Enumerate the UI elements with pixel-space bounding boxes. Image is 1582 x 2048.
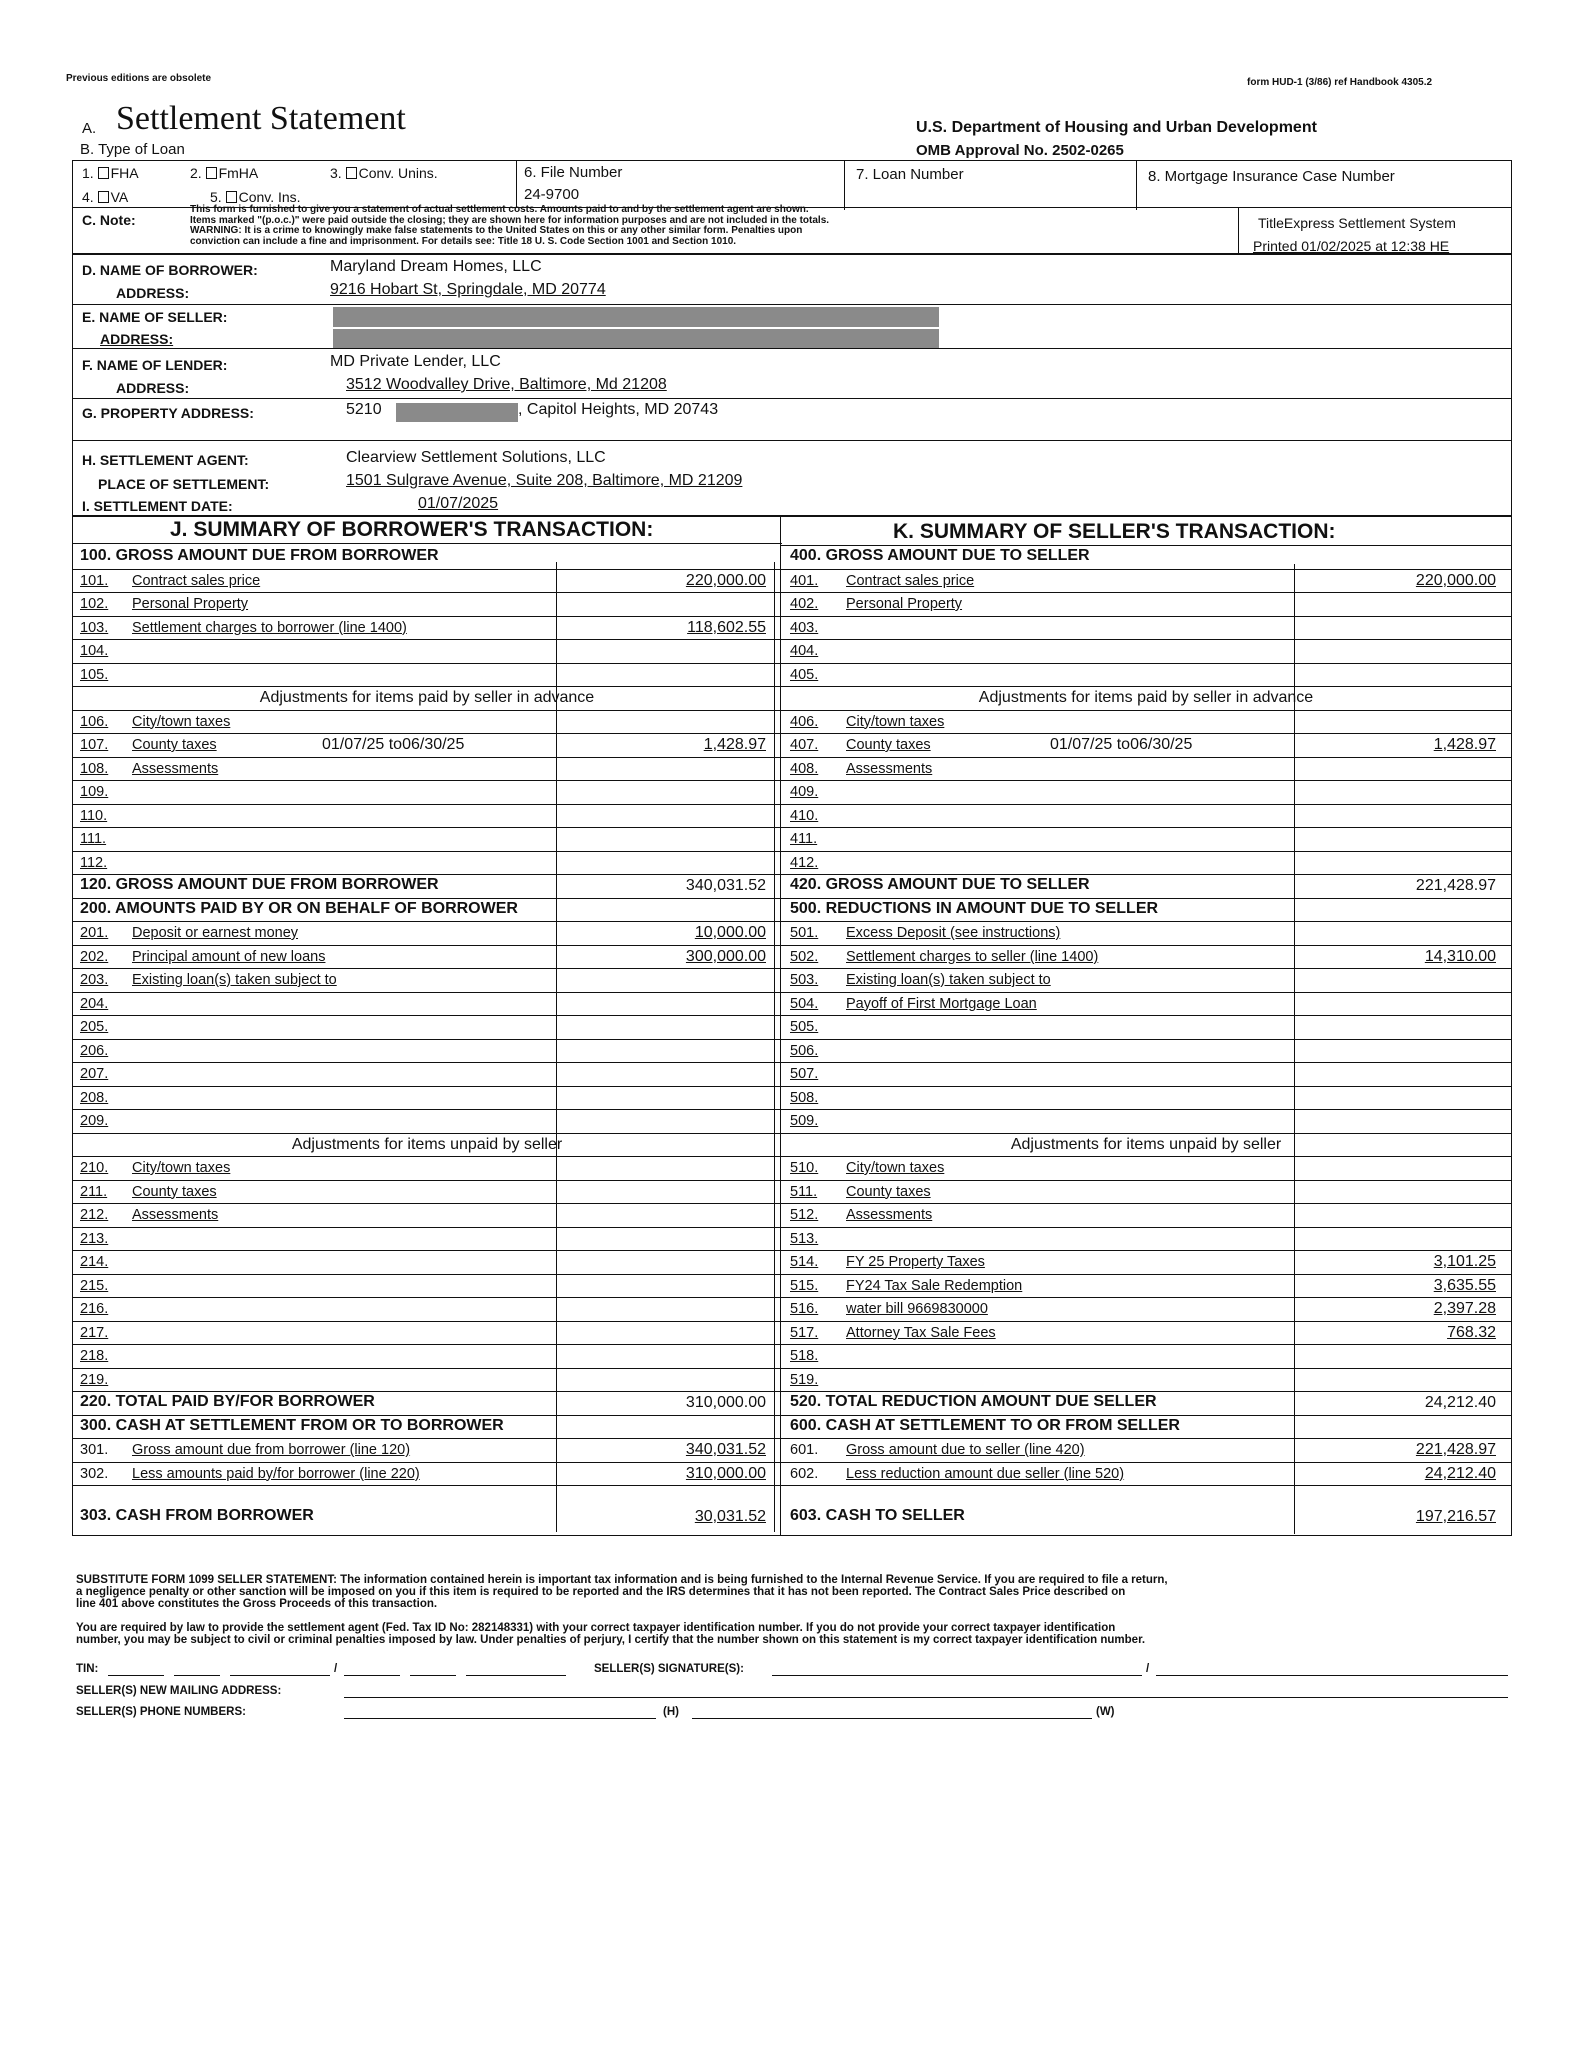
line-number: 105. [80, 666, 109, 683]
line-item-amount: 10,000.00 [694, 924, 766, 941]
line-number: 512. [790, 1207, 819, 1223]
line-number: 504. [790, 995, 819, 1012]
line-number: 202. [80, 948, 109, 965]
line-item-amount: 118,602.55 [687, 618, 766, 636]
line-number: 104. [80, 643, 109, 659]
loan-type-va[interactable]: 4. VA [82, 189, 129, 205]
tin-field-6[interactable] [466, 1675, 566, 1676]
line-number: 216. [80, 1301, 109, 1317]
cash-final-amount: 197,216.57 [1415, 1508, 1496, 1525]
line-number: 510. [790, 1160, 819, 1176]
conv-ins-checkbox[interactable] [226, 191, 237, 203]
adjustments-paid-in-advance: Adjustments for items paid by seller in advance [259, 689, 595, 706]
redacted-property-street [396, 403, 518, 422]
line-number: 111. [80, 831, 107, 847]
loan-type-conv-unins[interactable]: 3. Conv. Unins. [330, 165, 438, 181]
line-item-label: County taxes [132, 1183, 217, 1200]
borrower-summary-title: J. SUMMARY OF BORROWER'S TRANSACTION: [170, 518, 654, 541]
line-number: 503. [790, 972, 819, 988]
gross-amount-total-heading: 420. GROSS AMOUNT DUE TO SELLER [790, 876, 1090, 893]
line-item-amount: 2,397.28 [1433, 1300, 1496, 1317]
line-item-label: Personal Property [846, 596, 963, 612]
line-number: 217. [80, 1324, 109, 1341]
line-number: 214. [80, 1254, 109, 1270]
line-number: 601. [790, 1442, 819, 1458]
line-item-amount: 768.32 [1447, 1323, 1496, 1341]
line-item-label: Less amounts paid by/for borrower (line 220) [132, 1465, 420, 1482]
line-number: 505. [790, 1019, 819, 1035]
settlement-agent-label: H. SETTLEMENT AGENT: [82, 452, 249, 468]
gross-amount-total-amount: 221,428.97 [1415, 877, 1496, 894]
line-item-label: Existing loan(s) taken subject to [846, 972, 1051, 988]
line-item-label: Gross amount due to seller (line 420) [846, 1442, 1085, 1458]
line-number: 213. [80, 1230, 109, 1247]
line-number: 405. [790, 666, 819, 683]
printed-timestamp: Printed 01/02/2025 at 12:38 HE [1253, 238, 1450, 254]
line-number: 112. [80, 854, 108, 871]
cash-final-amount: 30,031.52 [694, 1508, 766, 1525]
line-number: 206. [80, 1042, 109, 1059]
place-of-settlement-label: PLACE OF SETTLEMENT: [98, 476, 270, 492]
proration-period: 01/07/25 to06/30/25 [322, 736, 465, 753]
file-number-value: 24-9700 [524, 186, 580, 203]
line-number: 203. [80, 972, 109, 988]
line-number: 109. [80, 784, 109, 800]
line-item-amount: 221,428.97 [1415, 1441, 1496, 1458]
line-number: 411. [790, 831, 818, 847]
total-paid-heading: 220. TOTAL PAID BY/FOR BORROWER [80, 1393, 375, 1410]
settlement-agent: Clearview Settlement Solutions, LLC [346, 449, 606, 466]
total-paid-heading: 520. TOTAL REDUCTION AMOUNT DUE SELLER [790, 1393, 1157, 1410]
line-number: 201. [80, 925, 109, 941]
loan-type-fmha[interactable]: 2. FmHA [190, 165, 259, 181]
gross-amount-due-heading: 100. GROSS AMOUNT DUE FROM BORROWER [80, 547, 439, 564]
adjustments-paid-in-advance: Adjustments for items paid by seller in advance [978, 689, 1314, 706]
form-reference: form HUD-1 (3/86) ref Handbook 4305.2 [1247, 77, 1433, 88]
line-number: 402. [790, 596, 819, 612]
seller-signature-field-2[interactable] [1156, 1675, 1508, 1676]
lender-address-label: ADDRESS: [116, 380, 190, 396]
line-number: 205. [80, 1019, 109, 1035]
line-item-amount: 24,212.40 [1424, 1464, 1496, 1482]
seller-address-label: ADDRESS: [100, 331, 174, 347]
line-number: 403. [790, 619, 819, 636]
line-number: 210. [80, 1160, 109, 1176]
line-number: 404. [790, 643, 819, 659]
line-number: 409. [790, 784, 819, 800]
line-number: 302. [80, 1465, 109, 1482]
tin-label: TIN: [76, 1663, 99, 1675]
line-item-label: Contract sales price [846, 572, 975, 589]
line-number: 212. [80, 1207, 109, 1223]
line-number: 501. [790, 925, 819, 941]
seller-signature-field-1[interactable] [772, 1675, 1142, 1676]
line-item-label: Assessments [846, 1207, 933, 1223]
line-item-label: Gross amount due from borrower (line 120) [132, 1442, 411, 1458]
line-number: 219. [80, 1371, 109, 1388]
new-mailing-address-field[interactable] [344, 1697, 1508, 1698]
line-item-amount: 14,310.00 [1424, 947, 1496, 965]
mortgage-case-label: 8. Mortgage Insurance Case Number [1148, 168, 1395, 185]
fha-checkbox[interactable] [98, 167, 109, 179]
line-item-label: Assessments [132, 1207, 219, 1223]
line-item-label: Assessments [132, 760, 219, 777]
line-item-label: Deposit or earnest money [132, 925, 299, 941]
phone-field-1[interactable] [344, 1718, 656, 1719]
place-of-settlement: 1501 Sulgrave Avenue, Suite 208, Baltimore, MD 21209 [346, 472, 743, 489]
line-item-amount: 220,000.00 [685, 571, 766, 589]
amounts-paid-section-heading: 500. REDUCTIONS IN AMOUNT DUE TO SELLER [790, 899, 1159, 917]
fmha-checkbox[interactable] [206, 167, 217, 179]
line-item-amount: 1,428.97 [1433, 736, 1496, 753]
cash-at-settlement-heading: 300. CASH AT SETTLEMENT FROM OR TO BORROWER [80, 1416, 504, 1434]
new-mailing-address-label: SELLER(S) NEW MAILING ADDRESS: [76, 1685, 282, 1697]
line-number: 507. [790, 1066, 819, 1082]
line-number: 412. [790, 854, 819, 871]
line-item-label: Less reduction amount due seller (line 520) [846, 1465, 1125, 1482]
line-number: 218. [80, 1348, 109, 1364]
phone-numbers-label: SELLER(S) PHONE NUMBERS: [76, 1706, 246, 1718]
line-number: 516. [790, 1301, 819, 1317]
line-number: 106. [80, 713, 109, 730]
property-number: 5210 [346, 401, 382, 418]
line-number: 103. [80, 619, 109, 636]
line-item-label: County taxes [846, 1183, 931, 1200]
conv-unins-checkbox[interactable] [346, 167, 357, 179]
line-number: 519. [790, 1371, 819, 1388]
line-item-amount: 220,000.00 [1415, 571, 1496, 589]
borrower-address-label: ADDRESS: [116, 285, 190, 301]
line-number: 602. [790, 1465, 819, 1482]
line-item-label: Settlement charges to seller (line 1400) [846, 948, 1099, 965]
tin-field-5[interactable] [410, 1675, 456, 1676]
line-item-label: Contract sales price [132, 572, 261, 589]
line-item-label: City/town taxes [132, 1160, 231, 1176]
line-number: 509. [790, 1113, 819, 1129]
note-label: C. Note: [82, 212, 136, 228]
seller-name-label: E. NAME OF SELLER: [82, 309, 228, 325]
line-number: 508. [790, 1089, 819, 1106]
line-number: 518. [790, 1348, 819, 1364]
line-number: 511. [790, 1183, 818, 1200]
line-number: 506. [790, 1042, 819, 1059]
settlement-date-label: I. SETTLEMENT DATE: [82, 498, 233, 514]
property-address-label: G. PROPERTY ADDRESS: [82, 405, 254, 421]
line-item-label: Payoff of First Mortgage Loan [846, 995, 1037, 1012]
substitute-1099-statement: SUBSTITUTE FORM 1099 SELLER STATEMENT: The information contained herein is important tax information and is being furnished to the Internal Revenue Service. If you are required to file a return, a negligence penalty or other sanction will be imposed on you if this item is required to be reported and the IRS determines that it has not been reported. The Contract Sales Price described on line 401 above constitutes the Gross Proceeds of this transaction. [76, 1574, 1168, 1610]
line-item-label: Assessments [846, 760, 933, 777]
home-phone-label: (H) [663, 1706, 679, 1718]
line-number: 514. [790, 1254, 819, 1270]
line-number: 515. [790, 1277, 819, 1294]
line-number: 410. [790, 807, 819, 824]
line-item-amount: 1,428.97 [703, 736, 766, 753]
line-number: 204. [80, 995, 109, 1012]
redacted-seller-name [333, 307, 939, 327]
line-item-label: water bill 9669830000 [846, 1301, 988, 1317]
home-phone-field[interactable] [692, 1718, 1092, 1719]
parties-box [72, 254, 1512, 516]
line-number: 407. [790, 737, 819, 753]
line-number: 207. [80, 1066, 109, 1082]
omb-approval: OMB Approval No. 2502-0265 [916, 142, 1124, 159]
total-paid-amount: 310,000.00 [685, 1394, 766, 1411]
line-item-label: Personal Property [132, 596, 249, 612]
proration-period: 01/07/25 to06/30/25 [1050, 736, 1193, 753]
property-city: , Capitol Heights, MD 20743 [518, 401, 719, 418]
va-checkbox[interactable] [98, 191, 109, 203]
tin-requirement-notice: You are required by law to provide the settlement agent (Fed. Tax ID No: 282148331) with your correct taxpayer identification number. If you do not provide your correct taxpayer identification number, you may be subject to civil or criminal penalties imposed by law. Under penalties of perjury, I certify that the number shown on this statement is my correct taxpayer identification number. [76, 1622, 1146, 1646]
borrower-address: 9216 Hobart St, Springdale, MD 20774 [330, 281, 606, 298]
adjustments-unpaid-by-seller: Adjustments for items unpaid by seller [291, 1135, 563, 1153]
line-item-label: FY24 Tax Sale Redemption [846, 1277, 1023, 1294]
line-number: 406. [790, 713, 819, 730]
cash-final-heading: 603. CASH TO SELLER [790, 1507, 965, 1524]
tin-field-1[interactable] [108, 1675, 164, 1676]
previous-editions-note: Previous editions are obsolete [66, 73, 212, 84]
lender-name: MD Private Lender, LLC [330, 353, 501, 370]
loan-type-fha[interactable]: 1. FHA [82, 165, 139, 181]
file-number-label: 6. File Number [524, 164, 623, 181]
line-number: 107. [80, 737, 109, 753]
line-number: 301. [80, 1442, 109, 1458]
gross-amount-due-heading: 400. GROSS AMOUNT DUE TO SELLER [790, 547, 1090, 564]
line-number: 101. [80, 572, 109, 589]
settlement-date: 01/07/2025 [418, 495, 499, 512]
cash-at-settlement-heading: 600. CASH AT SETTLEMENT TO OR FROM SELLER [790, 1416, 1180, 1434]
seller-signature-label: SELLER(S) SIGNATURE(S): [594, 1663, 744, 1675]
section-a-letter: A. [82, 120, 97, 137]
department-name: U.S. Department of Housing and Urban Development [916, 119, 1317, 136]
line-item-label: Existing loan(s) taken subject to [132, 972, 337, 988]
tin-field-3[interactable] [230, 1675, 330, 1676]
line-item-label: Excess Deposit (see instructions) [846, 925, 1061, 941]
line-item-label: City/town taxes [846, 713, 945, 730]
tin-field-2[interactable] [174, 1675, 220, 1676]
line-item-amount: 300,000.00 [685, 947, 766, 965]
line-item-label: County taxes [846, 737, 931, 753]
tin-field-4[interactable] [344, 1675, 400, 1676]
page-title: Settlement Statement [116, 100, 406, 137]
line-item-label: FY 25 Property Taxes [846, 1254, 985, 1270]
line-number: 211. [80, 1183, 108, 1200]
borrower-name-label: D. NAME OF BORROWER: [82, 262, 258, 278]
line-number: 408. [790, 760, 819, 777]
loan-number-label: 7. Loan Number [856, 166, 964, 183]
lender-name-label: F. NAME OF LENDER: [82, 357, 228, 373]
line-number: 110. [80, 807, 108, 824]
line-number: 513. [790, 1230, 819, 1247]
borrower-name: Maryland Dream Homes, LLC [330, 258, 542, 275]
seller-summary-title: K. SUMMARY OF SELLER'S TRANSACTION: [893, 520, 1336, 543]
adjustments-unpaid-by-seller: Adjustments for items unpaid by seller [1010, 1135, 1282, 1153]
line-number: 209. [80, 1113, 109, 1129]
system-name: TitleExpress Settlement System [1258, 215, 1456, 231]
amounts-paid-section-heading: 200. AMOUNTS PAID BY OR ON BEHALF OF BORROWER [80, 899, 518, 917]
cash-final-heading: 303. CASH FROM BORROWER [80, 1507, 314, 1524]
line-item-amount: 310,000.00 [685, 1464, 766, 1482]
gross-amount-total-amount: 340,031.52 [685, 877, 766, 894]
note-text: This form is furnished to give you a statement of actual settlement costs. Amounts paid to and by the settlement agent are shown. Items marked "(p.o.c.)" were paid outside the closing; they are shown here for information purposes and are not included in the totals. WARNING: It is a crime to knowingly make false statements to the United States on this or any other similar form. Penalties upon conviction can include a fine and imprisonment. For details see: Title 18 U. S. Code Section 1001 and Section 1010. [190, 204, 830, 247]
line-number: 502. [790, 948, 819, 965]
line-item-label: City/town taxes [132, 713, 231, 730]
total-paid-amount: 24,212.40 [1424, 1394, 1496, 1411]
line-number: 208. [80, 1089, 109, 1106]
line-item-label: Attorney Tax Sale Fees [846, 1324, 996, 1341]
line-item-label: County taxes [132, 737, 217, 753]
work-phone-label: (W) [1096, 1706, 1115, 1718]
loan-type-conv-ins[interactable]: 5. Conv. Ins. [210, 189, 301, 205]
line-number: 108. [80, 760, 109, 777]
redacted-seller-address [333, 329, 939, 348]
line-item-label: City/town taxes [846, 1160, 945, 1176]
line-item-amount: 3,101.25 [1433, 1253, 1496, 1270]
line-item-label: Settlement charges to borrower (line 1400) [132, 619, 407, 636]
line-number: 517. [790, 1324, 819, 1341]
line-item-amount: 340,031.52 [685, 1441, 766, 1458]
line-number: 215. [80, 1277, 109, 1294]
line-item-amount: 3,635.55 [1433, 1276, 1496, 1294]
line-number: 102. [80, 596, 109, 612]
lender-address: 3512 Woodvalley Drive, Baltimore, Md 21208 [346, 376, 667, 393]
line-number: 401. [790, 572, 819, 589]
line-item-label: Principal amount of new loans [132, 948, 326, 965]
type-of-loan-label: B. Type of Loan [80, 141, 185, 158]
gross-amount-total-heading: 120. GROSS AMOUNT DUE FROM BORROWER [80, 876, 439, 893]
